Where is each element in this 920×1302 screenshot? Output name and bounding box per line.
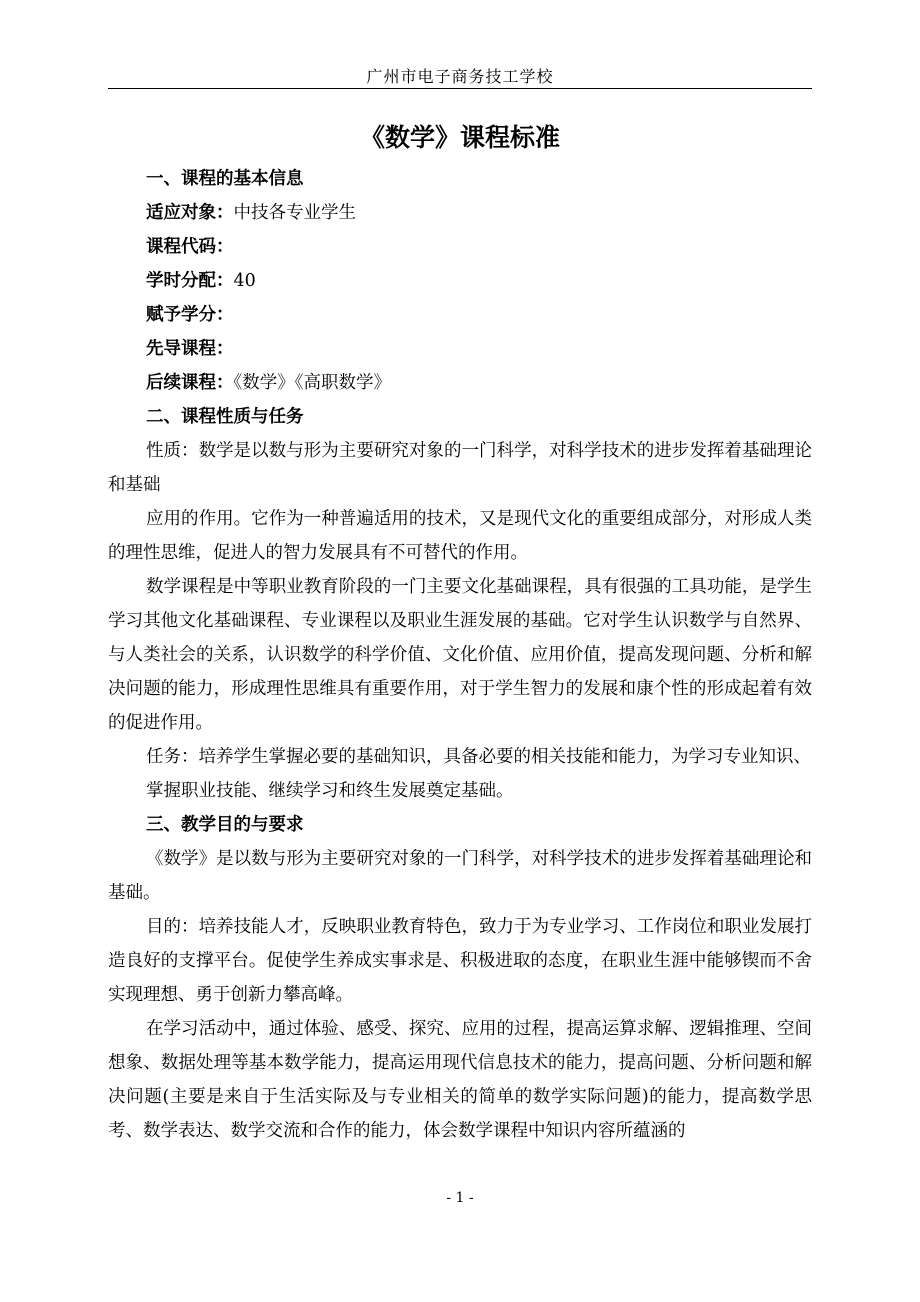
page-number: - 1 - [446, 1190, 474, 1206]
field-label: 适应对象： [146, 203, 234, 223]
field-label: 赋予学分： [146, 305, 234, 325]
header-divider [108, 88, 812, 89]
paragraph: 《数学》是以数与形为主要研究对象的一门科学，对科学技术的进步发挥着基础理论和基础。 [108, 849, 812, 903]
document-body [108, 162, 812, 1148]
field-label: 后续课程： [146, 373, 234, 393]
field-label: 课程代码： [146, 237, 234, 257]
section-heading-objectives: 三、教学目的与要求 [146, 815, 304, 835]
field-hours [108, 264, 812, 298]
field-target-audience [108, 196, 812, 230]
field-value: 中技各专业学生 [233, 203, 356, 223]
section-heading-basic-info: 一、课程的基本信息 [146, 169, 304, 189]
field-follow-up-courses [108, 366, 812, 400]
paragraph: 应用的作用。它作为一种普遍适用的技术，又是现代文化的重要组成部分，对形成人类的理性思维，促进人的智力发展具有不可替代的作用。 [108, 509, 812, 563]
field-value: 40 [233, 271, 256, 291]
document-title: 《数学》课程标准 [359, 123, 560, 152]
paragraph: 掌握职业技能、继续学习和终生发展奠定基础。 [146, 781, 514, 801]
paragraph: 任务：培养学生掌握必要的基础知识，具备必要的相关技能和能力，为学习专业知识、 [146, 747, 811, 767]
section-heading-nature-tasks: 二、课程性质与任务 [146, 407, 304, 427]
paragraph: 数学课程是中等职业教育阶段的一门主要文化基础课程，具有很强的工具功能，是学生学习其他文化基础课程、专业课程以及职业生涯发展的基础。它对学生认识数学与自然界、与人类社会的关系，认识数学的科学价值、文化价值、应用价值，提高发现问题、分析和解决问题的能力，形成理性思维具有重要作用，对于学生智力的发展和康个性的形成起着有效的促进作用。 [108, 577, 812, 733]
page-header: 广州市电子商务技工学校 [366, 67, 554, 86]
field-label: 学时分配： [146, 271, 234, 291]
paragraph: 在学习活动中，通过体验、感受、探究、应用的过程，提高运算求解、逻辑推理、空间想象、数据处理等基本数学能力，提高运用现代信息技术的能力，提高问题、分析问题和解决问题(主要是来自于生活实际及与专业相关的简单的数学实际问题)的能力，提高数学思考、数学表达、数学交流和合作的能力，体会数学课程中知识内容所蕴涵的 [108, 1019, 812, 1141]
paragraph: 性质：数学是以数与形为主要研究对象的一门科学，对科学技术的进步发挥着基础理论和基础 [108, 441, 812, 495]
field-credits [108, 298, 812, 332]
field-label: 先导课程： [146, 339, 234, 359]
field-course-code [108, 230, 812, 264]
paragraph: 目的：培养技能人才，反映职业教育特色，致力于为专业学习、工作岗位和职业发展打造良好的支撑平台。促使学生养成实事求是、积极进取的态度，在职业生涯中能够锲而不舍实现理想、勇于创新力攀高峰。 [108, 917, 812, 1005]
field-value: 《数学》《高职数学》 [233, 373, 391, 393]
field-prerequisite [108, 332, 812, 366]
